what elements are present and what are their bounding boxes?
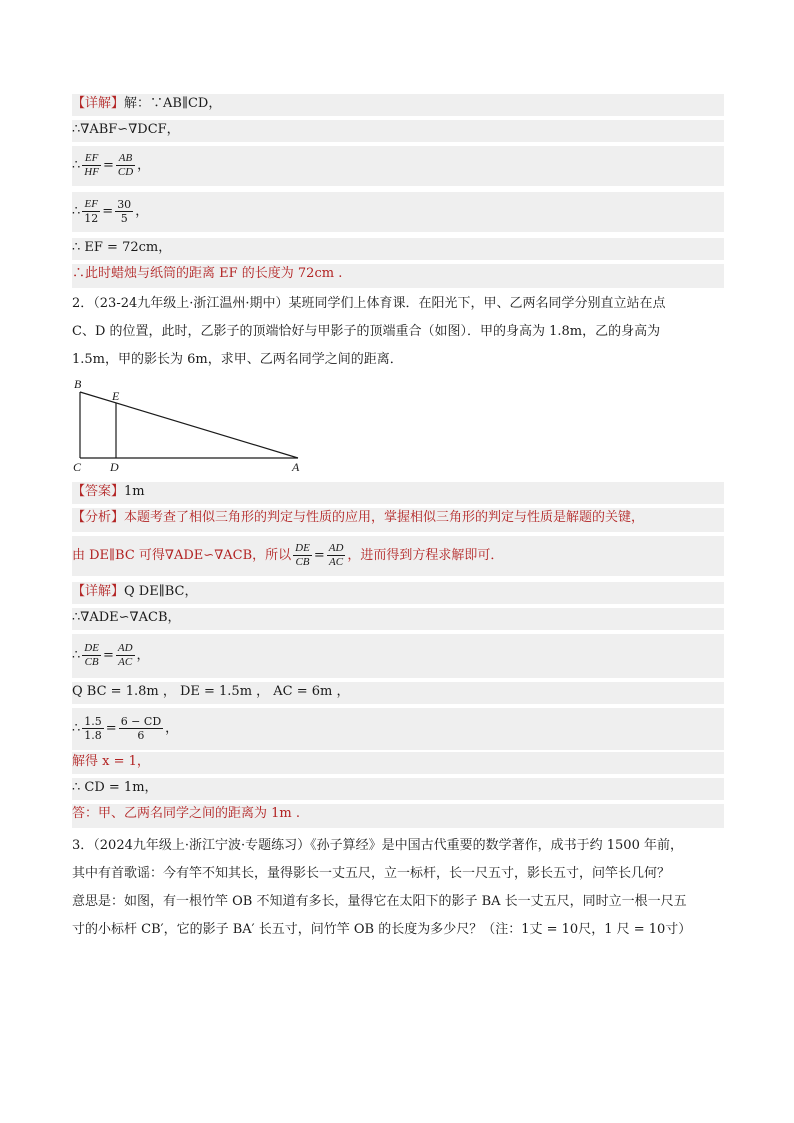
solve-text: 解得 x = 1， — [72, 754, 150, 769]
therefore-symbol: ∴ — [72, 204, 81, 219]
numerator: EF — [82, 198, 100, 212]
therefore-symbol: ∴ — [72, 158, 81, 173]
detail-conclusion — [72, 264, 724, 288]
detail-text: 解：∵AB∥CD， — [124, 96, 222, 111]
detail2-conclusion — [72, 804, 724, 828]
fraction — [116, 642, 135, 669]
comma: ， — [136, 648, 150, 663]
label-e: E — [112, 389, 120, 403]
numerator: 6 − CD — [120, 715, 162, 728]
conclusion-text: ∴此时蜡烛与纸筒的距离 EF 的长度为 72cm . — [72, 266, 343, 281]
comma: ， — [135, 204, 149, 219]
numerator: 30 — [117, 198, 132, 211]
numerator: DE — [295, 542, 310, 554]
label-b: B — [74, 377, 82, 391]
detail2-tag: 【详解】 — [72, 584, 125, 599]
given-values: Q BC = 1.8m ， DE = 1.5m ， AC = 6m ， — [72, 684, 350, 699]
label-c: C — [73, 460, 82, 474]
detail-line-2 — [72, 120, 724, 142]
detail2-line-4 — [72, 682, 724, 704]
detail2-line-1 — [72, 582, 724, 604]
therefore-symbol: ∴ — [72, 721, 81, 736]
ef-result: ∴ EF = 72cm， — [72, 240, 172, 255]
comma: ， — [165, 721, 179, 736]
detail2-line-7 — [72, 778, 724, 800]
denominator: 1.8 — [84, 729, 102, 742]
numerator: DE — [84, 642, 99, 654]
denominator: AC — [329, 556, 344, 568]
similar-triangles-statement: ∴∇ABF∽∇DCF， — [72, 122, 180, 137]
numerator: 1.5 — [84, 715, 102, 728]
detail2-ratio-1: ∴ $\frac{DE}{CB}$ = $\frac{AD}{AC}$ ， — [72, 634, 724, 678]
numerator: AD — [117, 642, 133, 654]
detail2-text: Q DE∥BC， — [124, 584, 198, 599]
label-d: D — [110, 460, 119, 474]
fraction — [82, 642, 101, 669]
numerator: AB — [116, 152, 135, 166]
comma: ， — [137, 158, 151, 173]
analysis-tag: 【分析】 — [72, 510, 125, 525]
detail-line-5 — [72, 238, 724, 260]
denominator: CB — [295, 556, 310, 568]
similar-statement: ∴∇ADE∽∇ACB， — [72, 610, 181, 625]
ratio-line-2: ∴ $\frac{EF}{12}$ = $\frac{30}{5}$ ， — [72, 192, 724, 232]
answer-line — [72, 482, 724, 504]
fraction — [293, 542, 312, 569]
detail2-line-2 — [72, 608, 724, 630]
fraction — [116, 152, 135, 179]
fraction — [82, 715, 104, 742]
question-3-line-3: 意思是：如图，有一根竹竿 OB 不知道有多长，量得它在太阳下的影子 BA 长一丈五尺，同时立一根一尺五 — [72, 894, 687, 909]
detail-line-1 — [72, 94, 724, 116]
denominator: CB — [84, 656, 99, 668]
answer-tag: 【答案】 — [72, 484, 125, 499]
question-2-line-3: 1.5m，甲的影长为 6m，求甲、乙两名同学之间的距离． — [72, 352, 403, 367]
denominator: CD — [117, 166, 134, 178]
detail-tag: 【详解】 — [72, 96, 125, 111]
analysis-text-2: 由 DE∥BC 可得∇ADE∽∇ACB，所以 — [72, 548, 292, 563]
cd-result: ∴ CD = 1m， — [72, 780, 158, 795]
denominator: HF — [84, 166, 99, 178]
geometry-figure — [70, 374, 310, 474]
question-2-line-1: 2．（23-24九年级上·浙江温州·期中）某班同学们上体育课．在阳光下，甲、乙两名同学分别直立站在点 — [72, 296, 666, 311]
detail2-line-6 — [72, 752, 724, 774]
question-3-line-1: 3．（2024九年级上·浙江宁波·专题练习）《孙子算经》是中国古代重要的数学著作，成书于约 1500 年前， — [72, 838, 683, 853]
denominator: AC — [118, 656, 133, 668]
fraction — [327, 542, 346, 569]
ratio-line-1: ∴ $\frac{EF}{HF}$ = $\frac{AB}{CD}$ ， — [72, 146, 724, 186]
therefore-symbol: ∴ — [72, 648, 81, 663]
numerator: EF — [82, 152, 101, 166]
question-2-line-2: C、D 的位置，此时，乙影子的顶端恰好与甲影子的顶端重合（如图）．甲的身高为 1.8m，乙的身高为 — [72, 324, 661, 339]
denominator: 5 — [120, 212, 128, 225]
fraction — [82, 198, 100, 225]
analysis-text: 本题考查了相似三角形的判定与性质的应用，掌握相似三角形的判定与性质是解题的关键， — [124, 510, 645, 525]
question-3 — [72, 832, 732, 944]
analysis-text-3: ，进而得到方程求解即可． — [347, 548, 504, 563]
question-3-line-2: 其中有首歌谣：今有竿不知其长，量得影长一丈五尺，立一标杆，长一尺五寸，影长五寸，问竿长几何？ — [72, 866, 671, 881]
denominator: 6 — [137, 729, 145, 742]
numerator: AD — [328, 542, 344, 554]
question-3-line-4: 寸的小标杆 CB′，它的影子 BA′ 长五寸，问竹竿 OB 的长度为多少尺？（注：1丈 = 10尺，1 尺 = 10寸） — [72, 922, 692, 937]
detail2-ratio-2: ∴ $\frac{1.5}{1.8}$ = $\frac{6 - CD}{6}$ ， — [72, 708, 724, 750]
analysis-line-1 — [72, 508, 724, 532]
question-2 — [72, 290, 732, 374]
fraction — [119, 715, 163, 742]
fraction — [82, 152, 101, 179]
fraction — [115, 198, 133, 225]
denominator: 12 — [84, 212, 99, 225]
analysis-line-2: 由 DE∥BC 可得∇ADE∽∇ACB，所以 $\frac{DE}{CB}$ = $\frac{AD}{AC}$ ，进而得到方程求解即可． — [72, 536, 724, 576]
label-a: A — [292, 460, 300, 474]
answer-conclusion: 答：甲、乙两名同学之间的距离为 1m . — [72, 806, 300, 821]
answer-value: 1m — [124, 484, 145, 499]
